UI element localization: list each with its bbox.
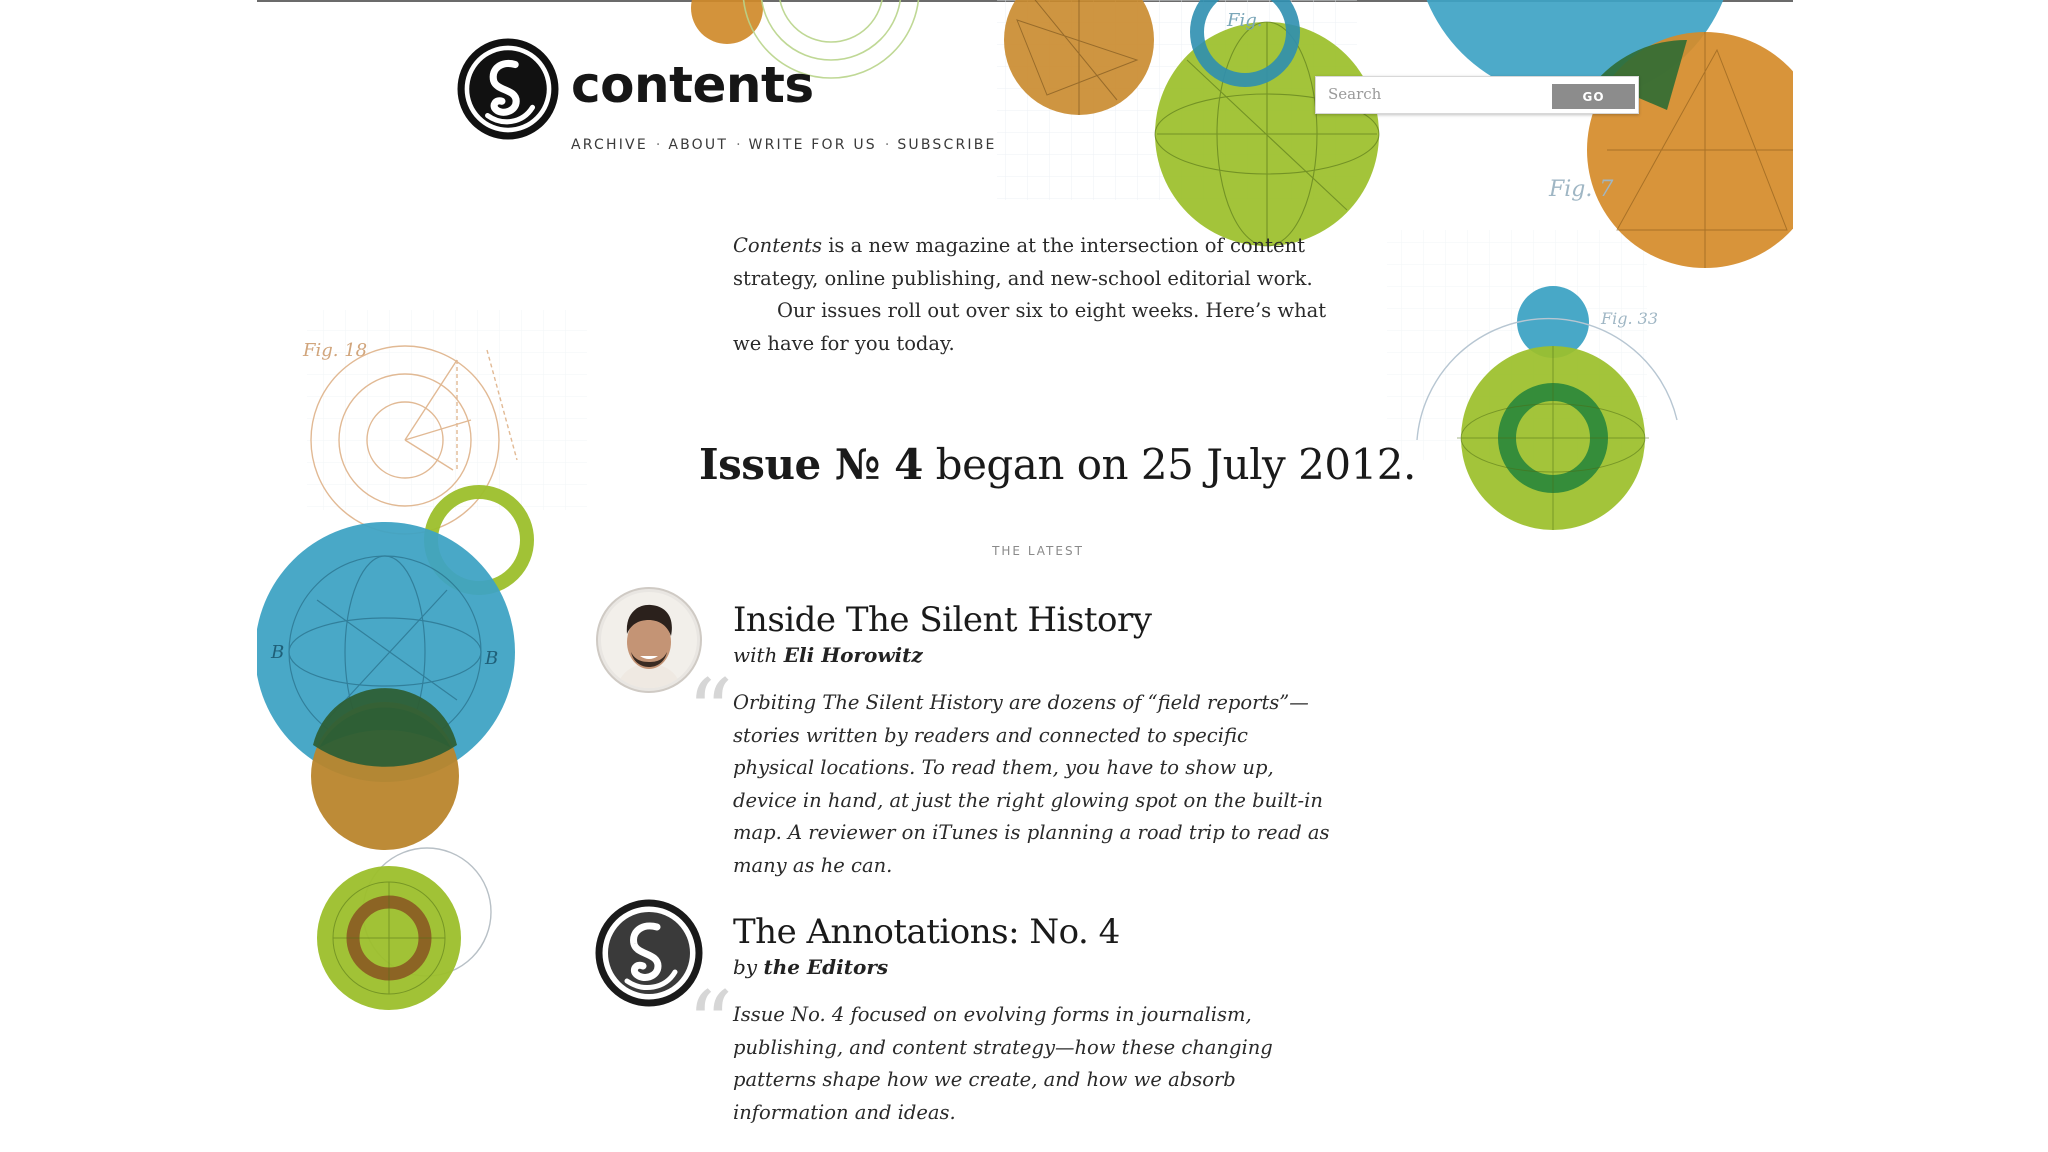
svg-text:Fig.: Fig. [1227,10,1263,31]
article-byline-2 [733,955,888,979]
orange-dot [691,0,763,44]
nav-separator: · [655,137,661,153]
section-label [257,544,1793,558]
svg-text:Fig. 33: Fig. 33 [1601,309,1658,328]
byline-prefix: by [733,955,764,979]
page [257,0,1793,1152]
quote-mark-icon: “ [687,972,734,1077]
nav-separator: · [736,137,741,153]
article-excerpt-2: Issue No. 4 focused on evolving forms in journalism, publishing, and content strategy—how these changing patterns shape how we create, and how we absorb information and ideas. [733,1003,1273,1124]
nav-subscribe[interactable]: SUBSCRIBE [897,137,997,153]
main-nav [571,137,997,153]
site-title[interactable]: contents [571,56,814,114]
decorative-figures [257,0,1793,1152]
issue-number: Issue № 4 [699,440,923,489]
article-byline-1 [733,643,923,667]
svg-text:B: B [485,648,499,669]
nav-write-for-us[interactable]: WRITE FOR US [748,137,877,153]
quote-mark-icon: “ [687,660,734,765]
svg-text:Fig. 18: Fig. 18 [303,340,368,361]
svg-text:B: B [271,642,285,663]
article-author-2[interactable]: the Editors [763,955,889,979]
search-go-button[interactable]: GO [1552,84,1635,109]
nav-archive[interactable]: ARCHIVE [571,137,648,153]
search-input[interactable] [1322,81,1558,107]
nav-about[interactable]: ABOUT [668,137,729,153]
intro-line-1: is a new magazine at the intersection of content strategy, online publishing, and new-school editorial work. [733,234,1313,290]
issue-date: began on 25 July 2012. [922,440,1416,489]
the-latest-label: THE LATEST [992,544,1084,558]
issue-heading [699,440,1416,489]
byline-prefix: with [733,643,784,667]
article-title-1[interactable]: Inside The Silent History [733,600,1152,640]
article-author-1[interactable]: Eli Horowitz [783,643,923,667]
article-title-2[interactable]: The Annotations: No. 4 [733,912,1120,952]
article-excerpt-1: Orbiting The Silent History are dozens of “field reports”—stories written by readers and connected to specific physical locations. To read them, you have to show up, device in hand, at just the right glowing spot on the built-in map. A reviewer on iTunes is planning a road trip to read as many as he can. [733,691,1330,877]
nav-separator: · [884,137,890,153]
svg-text:Fig. 7: Fig. 7 [1549,177,1614,202]
contents-logo-icon[interactable] [457,38,559,140]
magazine-name: Contents [733,234,822,257]
intro-line-2: Our issues roll out over six to eight weeks. Here’s what we have for you today. [733,299,1327,355]
search-box [1315,76,1639,114]
intro-text [733,230,1333,360]
